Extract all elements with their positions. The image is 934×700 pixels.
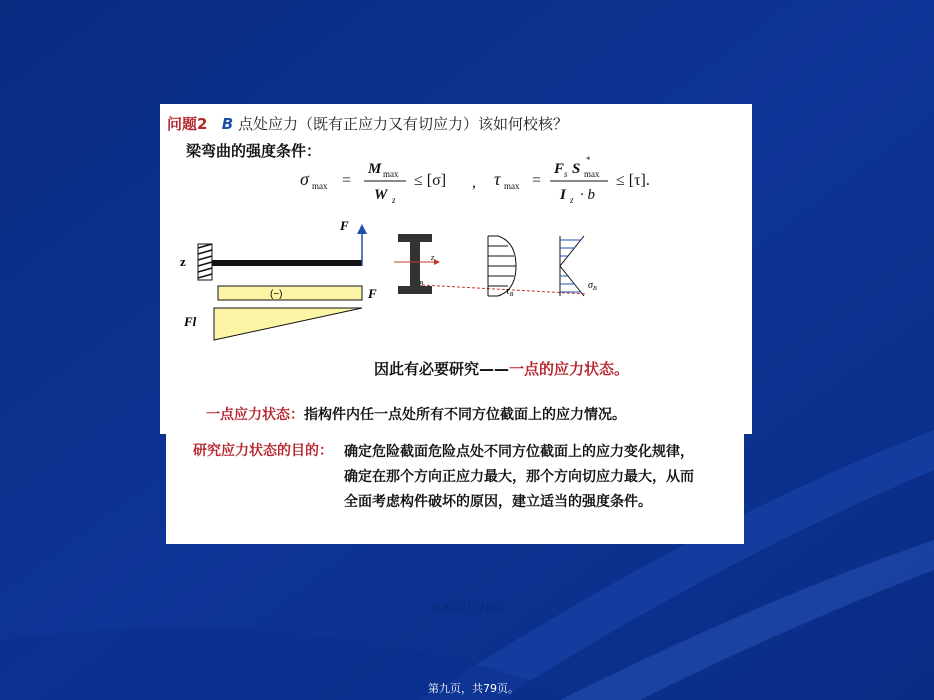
formula-separator: , <box>472 174 476 191</box>
definition-label: 一点应力状态： <box>206 407 304 423</box>
moment-subscript: max <box>383 169 399 179</box>
shear-sign-label: (−) <box>270 289 283 300</box>
tau-subscript: max <box>504 181 520 191</box>
section-axis-label: z <box>431 253 435 262</box>
question-number: 问题2 <box>167 115 208 133</box>
static-moment-superscript: * <box>586 155 591 165</box>
page-indicator: 第8页/共78页 <box>430 601 505 615</box>
question-title <box>167 113 568 134</box>
page-footer: 第九页，共79页。 <box>428 682 519 695</box>
inertia-subscript: z <box>570 195 574 205</box>
shear-label: F <box>368 286 377 301</box>
shear-force-diagram <box>218 286 362 300</box>
equals-sign-2: = <box>532 172 542 189</box>
i-beam-section <box>394 234 440 294</box>
tau-bound: ≤ [τ]. <box>616 172 650 189</box>
sigma-bound: ≤ [σ] <box>414 172 447 189</box>
definition-text: 指构件内任一点处所有不同方位截面上的应力情况。 <box>304 407 626 423</box>
beam-stress-diagram <box>176 214 656 344</box>
sigma-b-label: $\sigma_B$ <box>588 280 597 292</box>
strength-formula <box>290 155 690 217</box>
force-arrow <box>357 224 367 266</box>
purpose-text: 确定危险截面危险点处不同方位截面上的应力变化规律，确定在那个方向正应力最大，那个方向切应力最大，从而全面考虑构件破坏的原因，建立适当的强度条件。 <box>344 444 694 510</box>
section-modulus-subscript: z <box>392 195 396 205</box>
sigma-symbol: σ <box>300 169 309 189</box>
moment-label: Fl <box>184 314 197 329</box>
force-label: F <box>340 218 349 233</box>
strength-condition-label: 梁弯曲的强度条件： <box>186 142 322 160</box>
equals-sign-1: = <box>342 172 352 189</box>
normal-stress-distribution <box>560 236 584 296</box>
axis-z-label: z <box>180 254 186 269</box>
question-text: 点处应力（既有正应力又有切应力）该如何校核？ <box>233 115 568 133</box>
sigma-subscript: max <box>312 181 328 191</box>
conclusion-highlight: 一点的应力状态。 <box>509 360 630 378</box>
static-moment-symbol: S <box>572 161 581 177</box>
section-modulus-symbol: W <box>374 187 388 203</box>
inertia-symbol: I <box>560 187 566 203</box>
tau-b-label: $\tau_B$ <box>506 286 514 298</box>
shear-stress-distribution <box>488 236 516 296</box>
width-symbol: · b <box>580 187 595 203</box>
shear-force-symbol: F <box>554 161 565 177</box>
tau-symbol: τ <box>494 169 501 189</box>
section-point-label: B <box>419 280 424 288</box>
static-moment-subscript: max <box>584 169 600 179</box>
conclusion-line <box>374 358 629 379</box>
definition-line <box>206 404 626 424</box>
moment-symbol: M <box>368 161 382 177</box>
purpose-label: 研究应力状态的目的： <box>193 443 333 459</box>
shear-force-subscript: s <box>564 169 568 179</box>
point-label: B <box>221 115 234 133</box>
bending-moment-diagram <box>214 308 362 340</box>
cantilever-beam <box>212 260 362 266</box>
conclusion-text: 因此有必要研究—— <box>374 360 510 378</box>
fixed-support <box>198 244 212 280</box>
